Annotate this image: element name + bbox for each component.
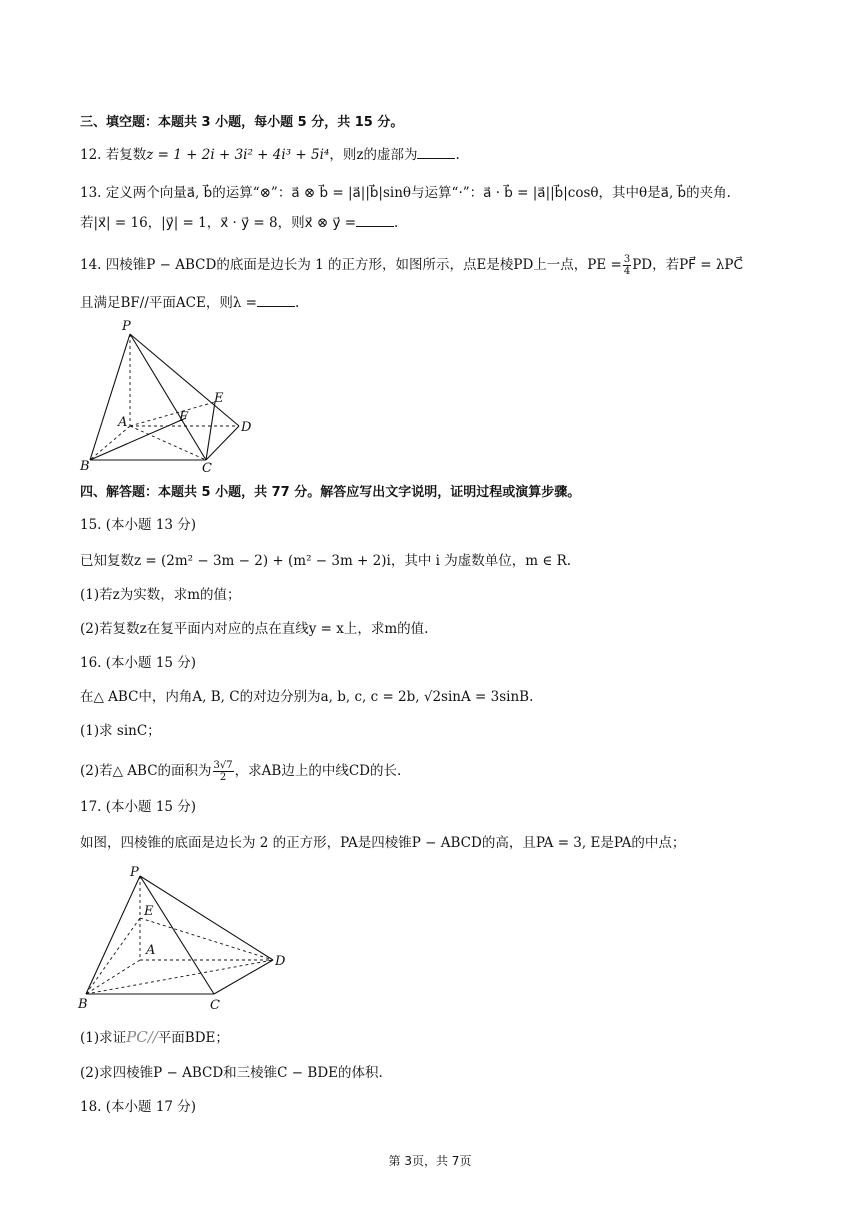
q16-fraction [213, 760, 234, 783]
q14-fraction [623, 254, 631, 277]
label-C: C [202, 461, 212, 476]
q13-end: . [394, 215, 399, 231]
q12-formula: z = 1 + 2i + 3i² + 4i³ + 5i⁴ [146, 147, 330, 163]
q13-line-2-text: 若|x⃗| = 16，|y⃗| = 1，x⃗ · y⃗ = 8，则x⃗ ⊗ y⃗ = [80, 215, 357, 231]
answer-blank [356, 214, 394, 227]
q15-part-2: (2)若复数z在复平面内对应的点在直线y = x上，求m的值. [80, 621, 429, 637]
q16-part-1: (1)求 sinC； [80, 723, 161, 739]
q12-end: . [455, 147, 460, 163]
q14-line-1-pre: 四棱锥P − ABCD的底面是边长为 1 的正方形，如图所示，点E是棱PD上一点，PE = [105, 257, 622, 273]
question-13-line-2 [80, 214, 398, 232]
q15-part-1: (1)若z为实数，求m的值； [80, 587, 241, 603]
pyramid-figure-q17 [76, 860, 296, 1016]
q17-stem: 如图，四棱锥的底面是边长为 2 的正方形，PA是四棱锥P − ABCD的高，且PA = 3, E是PA的中点； [80, 835, 686, 851]
q17-part-2: (2)求四棱锥P − ABCD和三棱锥C − BDE的体积. [80, 1065, 383, 1081]
q16-header: 16. (本小题 15 分) [80, 655, 197, 671]
q14-frac-num: 3 [623, 254, 631, 265]
label-B: B [80, 459, 90, 474]
q16-frac-den: 2 [219, 772, 227, 783]
q14-end: . [294, 295, 300, 311]
q17-part-1-pre: (1)求证 [80, 1030, 127, 1046]
pyramid-figure-q14 [78, 314, 278, 476]
q12-pre: 若复数 [105, 147, 147, 163]
q17-part-1-symbol: PC// [126, 1028, 158, 1046]
question-14-line-2 [80, 294, 299, 312]
q17-part-1 [80, 1028, 229, 1047]
q12-post: ，则z的虚部为 [329, 147, 418, 163]
question-13 [80, 184, 731, 202]
label-C: C [210, 998, 220, 1013]
q16-part-2-post: ，求AB边上的中线CD的长. [234, 763, 402, 779]
label-D: D [241, 420, 252, 435]
q16-stem: 在△ ABC中，内角A, B, C的对边分别为a, b, c, c = 2b, √2sinA = 3sinB. [80, 689, 534, 705]
answer-blank [257, 294, 295, 307]
question-12 [80, 146, 460, 164]
q15-header: 15. (本小题 13 分) [80, 517, 197, 533]
q17-part-1-post: 平面BDE； [157, 1030, 229, 1046]
q17-header: 17. (本小题 15 分) [80, 799, 197, 815]
section-3-heading: 三、填空题：本题共 3 小题，每小题 5 分，共 15 分。 [80, 115, 404, 130]
page-footer: 第 3页，共 7页 [388, 1154, 472, 1168]
q14-frac-den: 4 [623, 266, 631, 277]
section-4-heading: 四、解答题：本题共 5 小题，共 77 分。解答应写出文字说明，证明过程或演算步骤。 [80, 485, 581, 500]
label-E: E [144, 904, 154, 919]
q14-line-1-post: PD，若PF⃗ = λPC⃗ [632, 257, 743, 273]
label-A: A [118, 415, 128, 430]
label-A: A [146, 943, 156, 958]
label-P: P [122, 319, 131, 334]
question-14 [80, 254, 743, 277]
q18-header: 18. (本小题 17 分) [80, 1099, 197, 1115]
q16-frac-num: 3√7 [213, 760, 233, 771]
label-P: P [130, 865, 139, 880]
label-E: E [214, 391, 224, 406]
label-F: F [179, 410, 189, 425]
label-D: D [275, 954, 286, 969]
q16-part-2-pre: (2)若△ ABC的面积为 [80, 763, 212, 779]
q15-stem: 已知复数z = (2m² − 3m − 2) + (m² − 3m + 2)i，其中 i 为虚数单位，m ∈ R. [80, 553, 572, 569]
q13-line-1: 定义两个向量a⃗, b⃗的运算“⊗”：a⃗ ⊗ b⃗ = |a⃗||b⃗|sinθ与运算“·”：a⃗ · b⃗ = |a⃗||b⃗|cosθ，其中θ是a⃗, b⃗的夹角. [105, 185, 731, 201]
label-B: B [78, 997, 88, 1012]
q13-number: 13. [80, 185, 102, 201]
answer-blank [417, 146, 455, 159]
q16-part-2 [80, 760, 401, 783]
q12-number: 12. [80, 147, 102, 163]
q14-number: 14. [80, 257, 102, 273]
q14-line-2-text: 且满足BF//平面ACE，则λ = [80, 295, 257, 311]
